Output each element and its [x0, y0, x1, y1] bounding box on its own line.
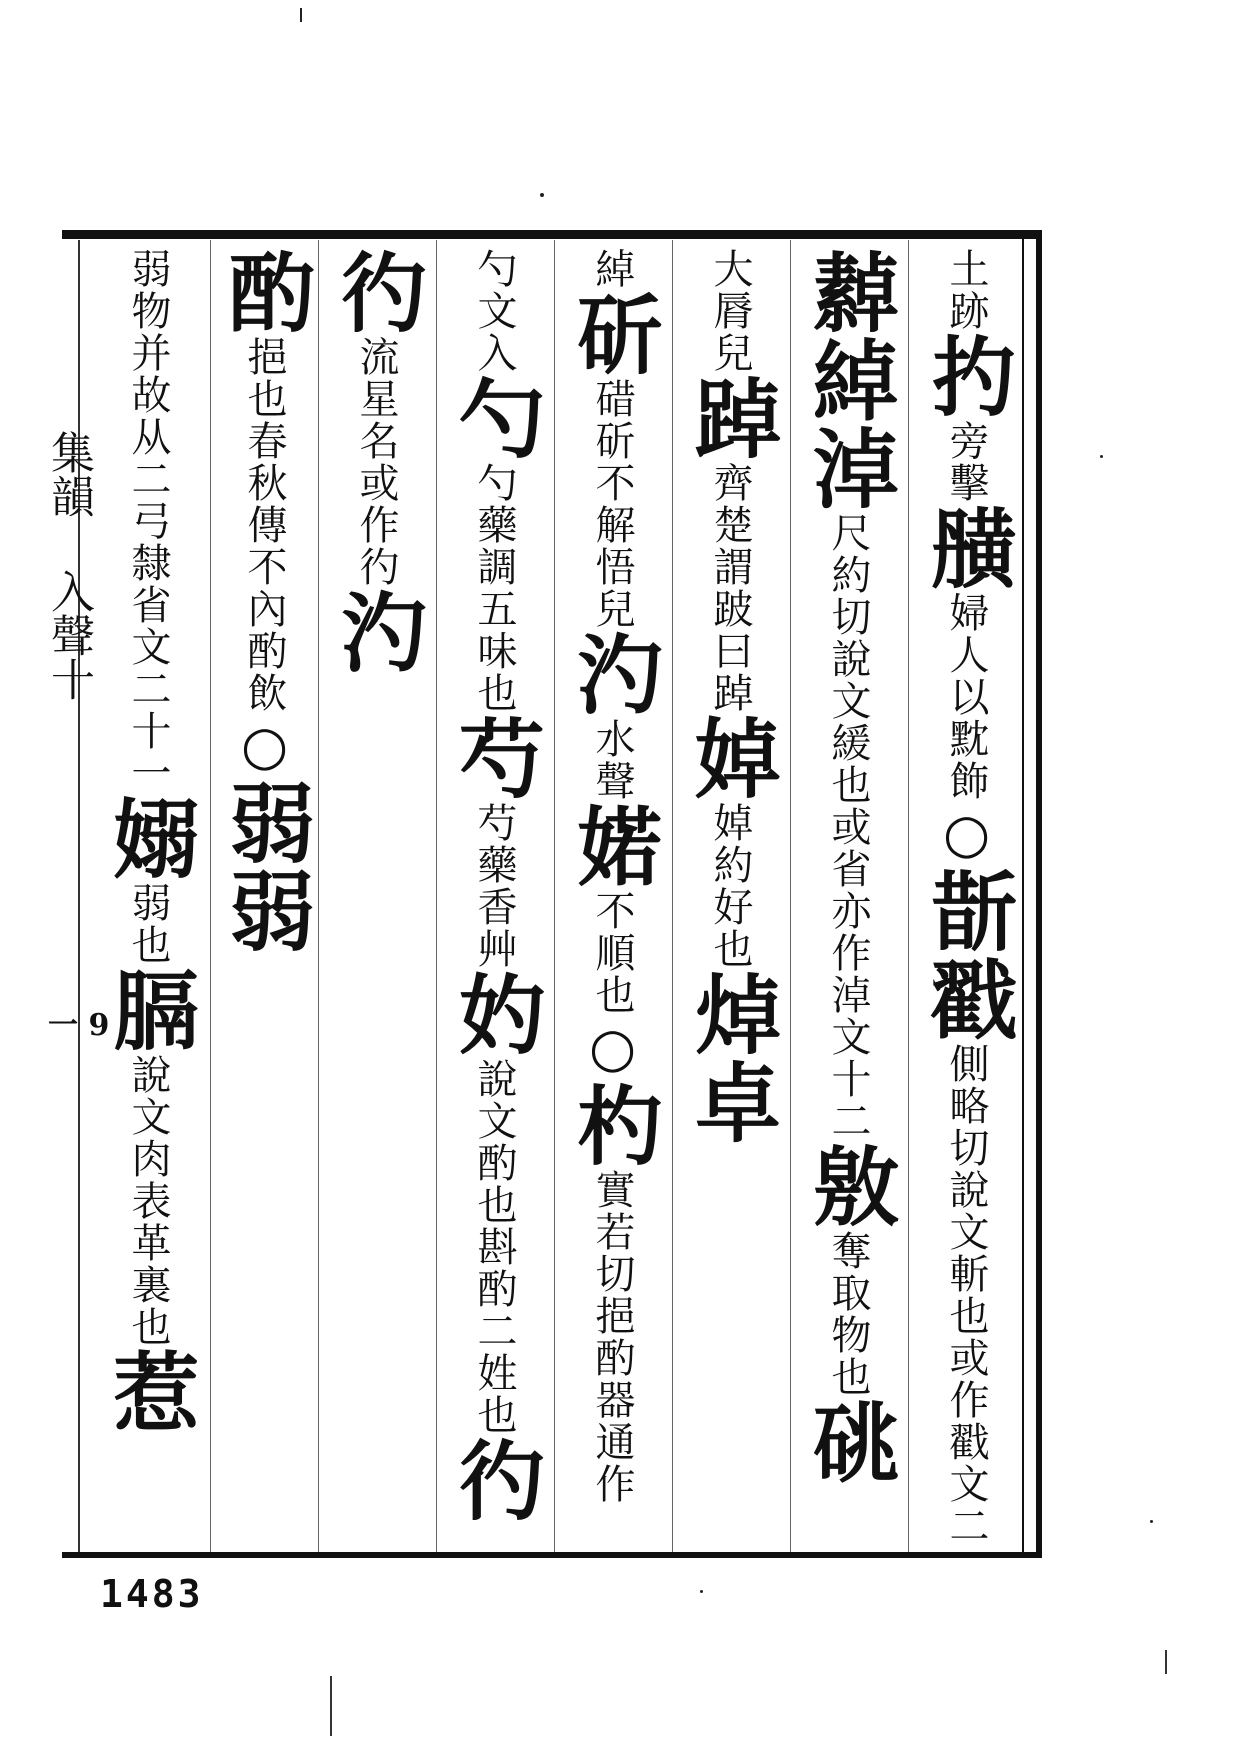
annotation: 說文酌也斟酌二姓也	[471, 1058, 517, 1436]
frame-inner-line	[1022, 230, 1024, 1558]
headword: 焯	[680, 970, 781, 1058]
headword: 惹	[98, 1348, 199, 1436]
circle-marker: ○	[581, 1016, 644, 1081]
stray-line	[330, 1676, 332, 1736]
column-divider	[318, 240, 319, 1552]
headword: 卓	[680, 1058, 781, 1146]
speck	[1100, 455, 1103, 458]
page-number: 1483	[100, 1572, 204, 1616]
speck	[700, 1590, 703, 1593]
annotation: 土跡	[943, 248, 989, 332]
annotation: 勺藥調五味也	[471, 462, 517, 714]
headword: 斫	[562, 290, 663, 378]
speck	[1150, 1520, 1153, 1523]
text-column-6	[324, 248, 428, 1548]
annotation: 碏斫不解悟兒	[589, 378, 635, 630]
annotation: 奪取物也	[825, 1230, 871, 1398]
headword: 踔	[680, 374, 781, 462]
headword: 綽	[798, 336, 899, 424]
annotation: 齊楚謂跛曰踔	[707, 462, 753, 714]
headword: 扚	[916, 332, 1017, 420]
text-column-5	[442, 248, 546, 1548]
margin-title: 集韻 入聲十	[43, 430, 94, 701]
circle-marker: ○	[233, 714, 296, 779]
column-divider	[210, 240, 211, 1552]
stray-line	[1165, 1650, 1167, 1674]
annotation: 流星名或作彴	[353, 336, 399, 588]
headword: 膈	[98, 966, 199, 1054]
headword: 嫋	[98, 794, 199, 882]
headword: 弱	[214, 867, 315, 955]
circle-marker: ○	[935, 802, 998, 867]
headword: 弱	[214, 779, 315, 867]
annotation: 芍藥香艸	[471, 802, 517, 970]
headword: 彴	[444, 1436, 545, 1524]
column-divider	[436, 240, 437, 1552]
headword: 汋	[326, 588, 427, 676]
annotation: 旁擊	[943, 420, 989, 504]
annotation: 弱物并故从二弓隸省文二十一	[125, 248, 171, 794]
margin-folio: 一 9	[48, 1008, 110, 1043]
column-divider	[790, 240, 791, 1552]
annotation: 不順也	[589, 890, 635, 1016]
annotation: 綽	[589, 248, 635, 290]
annotation: 大脣兒	[707, 248, 753, 374]
annotation: 勺文入	[471, 248, 517, 374]
column-divider	[672, 240, 673, 1552]
annotation: 側略切說文斬也或作戳文二	[943, 1043, 989, 1547]
headword: 芍	[444, 714, 545, 802]
headword: 戳	[916, 955, 1017, 1043]
headword: 䵊	[916, 504, 1017, 592]
headword: 勺	[444, 374, 545, 462]
annotation: 婥約好也	[707, 802, 753, 970]
speck	[300, 8, 302, 22]
headword: 汋	[562, 630, 663, 718]
annotation: 挹也春秋傳不內酌飲	[241, 336, 287, 714]
text-column-8	[96, 248, 200, 1548]
text-column-3	[678, 248, 782, 1548]
headword: 婼	[562, 802, 663, 890]
column-divider	[908, 240, 909, 1552]
text-column-2	[796, 248, 900, 1548]
annotation: 說文肉表革裏也	[125, 1054, 171, 1348]
headword: 杓	[562, 1081, 663, 1169]
annotation: 婦人以黕飾	[943, 592, 989, 802]
annotation: 實若切挹酌器通作	[589, 1169, 635, 1505]
headword: 酌	[214, 248, 315, 336]
headword: 彴	[326, 248, 427, 336]
column-divider	[554, 240, 555, 1552]
headword: 淖	[798, 424, 899, 512]
headword: 敫	[798, 1142, 899, 1230]
text-column-1	[914, 248, 1018, 1548]
text-column-4	[560, 248, 664, 1548]
annotation: 弱也	[125, 882, 171, 966]
text-column-7	[212, 248, 316, 1548]
headword: 䂪	[798, 1398, 899, 1486]
annotation: 水聲	[589, 718, 635, 802]
speck	[540, 193, 544, 197]
headword: 妁	[444, 970, 545, 1058]
headword: 婥	[680, 714, 781, 802]
headword: 繛	[798, 248, 899, 336]
headword: 斮	[916, 867, 1017, 955]
annotation: 尺約切說文緩也或省亦作淖文十二	[825, 512, 871, 1142]
